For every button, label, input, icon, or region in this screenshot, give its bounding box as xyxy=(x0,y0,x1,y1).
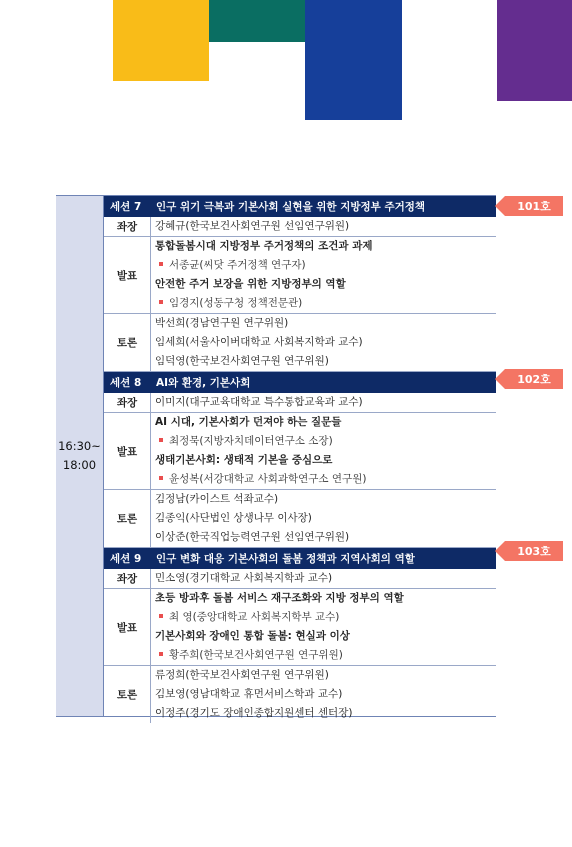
presenter xyxy=(155,294,496,313)
bullet-icon xyxy=(159,262,163,266)
bullet-icon xyxy=(159,300,163,304)
presentation-row xyxy=(104,589,496,666)
session-number: 세션 9 xyxy=(110,553,142,565)
presenter-name: 서종균(씨닷 주거정책 연구자) xyxy=(169,259,306,271)
chair-row xyxy=(104,393,496,413)
presenter xyxy=(155,608,496,627)
session-title: 인구 위기 극복과 기본사회 실현을 위한 지방정부 주거정책 xyxy=(156,201,426,213)
discussant: 박선희(경남연구원 연구위원) xyxy=(155,317,289,329)
bullet-icon xyxy=(159,476,163,480)
decor-block-teal xyxy=(209,0,305,42)
discussion-label: 토론 xyxy=(104,314,151,371)
discussion-label: 토론 xyxy=(104,490,151,547)
discussant: 임덕영(한국보건사회연구원 연구위원) xyxy=(155,355,329,367)
discussion-row xyxy=(104,314,496,372)
presenter xyxy=(155,432,496,451)
presentation-topic: 초등 방과후 돌봄 서비스 재구조화와 지방 정부의 역할 xyxy=(155,592,404,604)
bullet-icon xyxy=(159,438,163,442)
presenter xyxy=(155,646,496,665)
presenter-name: 임경지(성동구청 정책전문관) xyxy=(169,297,303,309)
chair-name: 이미지(대구교육대학교 특수통합교육과 교수) xyxy=(155,396,363,408)
presentation-label: 발표 xyxy=(104,589,151,665)
session-title: 인구 변화 대응 기본사회의 돌봄 정책과 지역사회의 역할 xyxy=(156,553,415,565)
discussion-row xyxy=(104,490,496,548)
discussant: 류정희(한국보건사회연구원 연구위원) xyxy=(155,669,329,681)
session-header xyxy=(104,372,496,393)
session-header xyxy=(104,196,496,217)
presentation-row xyxy=(104,413,496,490)
session-title: AI와 환경, 기본사회 xyxy=(156,377,251,389)
presenter-name: 황주희(한국보건사회연구원 연구위원) xyxy=(169,649,343,661)
discussant: 임세희(서울사이버대학교 사회복지학과 교수) xyxy=(155,336,363,348)
decor-block-blue xyxy=(305,0,402,120)
presentation-topic: 안전한 주거 보장을 위한 지방정부의 역할 xyxy=(155,278,346,290)
presenter-name: 최 영(중앙대학교 사회복지학부 교수) xyxy=(169,611,340,623)
presentation-row xyxy=(104,237,496,314)
decor-block-purple xyxy=(497,0,572,101)
time-slot xyxy=(56,196,104,716)
room-tag: 103호 xyxy=(505,541,563,561)
presentation-topic: 생태기본사회: 생태적 기본을 중심으로 xyxy=(155,454,333,466)
chair-row xyxy=(104,569,496,589)
presentation-topic: AI 시대, 기본사회가 던져야 하는 질문들 xyxy=(155,416,342,428)
chair-name: 강혜규(한국보건사회연구원 선임연구위원) xyxy=(155,220,350,232)
session-header xyxy=(104,548,496,569)
presentation-label: 발표 xyxy=(104,237,151,313)
time-end: 18:00 xyxy=(62,458,97,472)
discussant: 이정주(경기도 장애인종합지원센터 센터장) xyxy=(155,707,353,719)
bullet-icon xyxy=(159,652,163,656)
discussant: 김정남(카이스트 석좌교수) xyxy=(155,493,279,505)
session-number: 세션 8 xyxy=(110,377,142,389)
presenter-name: 최정묵(지방자치데이터연구소 소장) xyxy=(169,435,333,447)
chair-row xyxy=(104,217,496,237)
time-start: 16:30~ xyxy=(58,439,101,453)
room-tag: 102호 xyxy=(505,369,563,389)
discussant: 김보영(영남대학교 휴먼서비스학과 교수) xyxy=(155,688,343,700)
discussion-row xyxy=(104,666,496,723)
chair-label: 좌장 xyxy=(104,393,151,412)
bullet-icon xyxy=(159,614,163,618)
decor-block-yellow xyxy=(113,0,209,81)
presentation-topic: 기본사회와 장애인 통합 돌봄: 현실과 이상 xyxy=(155,630,350,642)
schedule-table xyxy=(56,195,496,717)
sessions-column xyxy=(104,196,496,723)
presentation-label: 발표 xyxy=(104,413,151,489)
presenter xyxy=(155,256,496,275)
presentation-topic: 통합돌봄시대 지방정부 주거정책의 조건과 과제 xyxy=(155,240,373,252)
discussant: 김종익(사단법인 상생나무 이사장) xyxy=(155,512,312,524)
discussion-label: 토론 xyxy=(104,666,151,723)
chair-label: 좌장 xyxy=(104,569,151,588)
presenter-name: 윤성복(서강대학교 사회과학연구소 연구원) xyxy=(169,473,367,485)
room-tag: 101호 xyxy=(505,196,563,216)
presenter xyxy=(155,470,496,489)
chair-label: 좌장 xyxy=(104,217,151,236)
session-number: 세션 7 xyxy=(110,201,142,213)
discussant: 이상준(한국직업능력연구원 선임연구위원) xyxy=(155,531,350,543)
chair-name: 민소영(경기대학교 사회복지학과 교수) xyxy=(155,572,333,584)
